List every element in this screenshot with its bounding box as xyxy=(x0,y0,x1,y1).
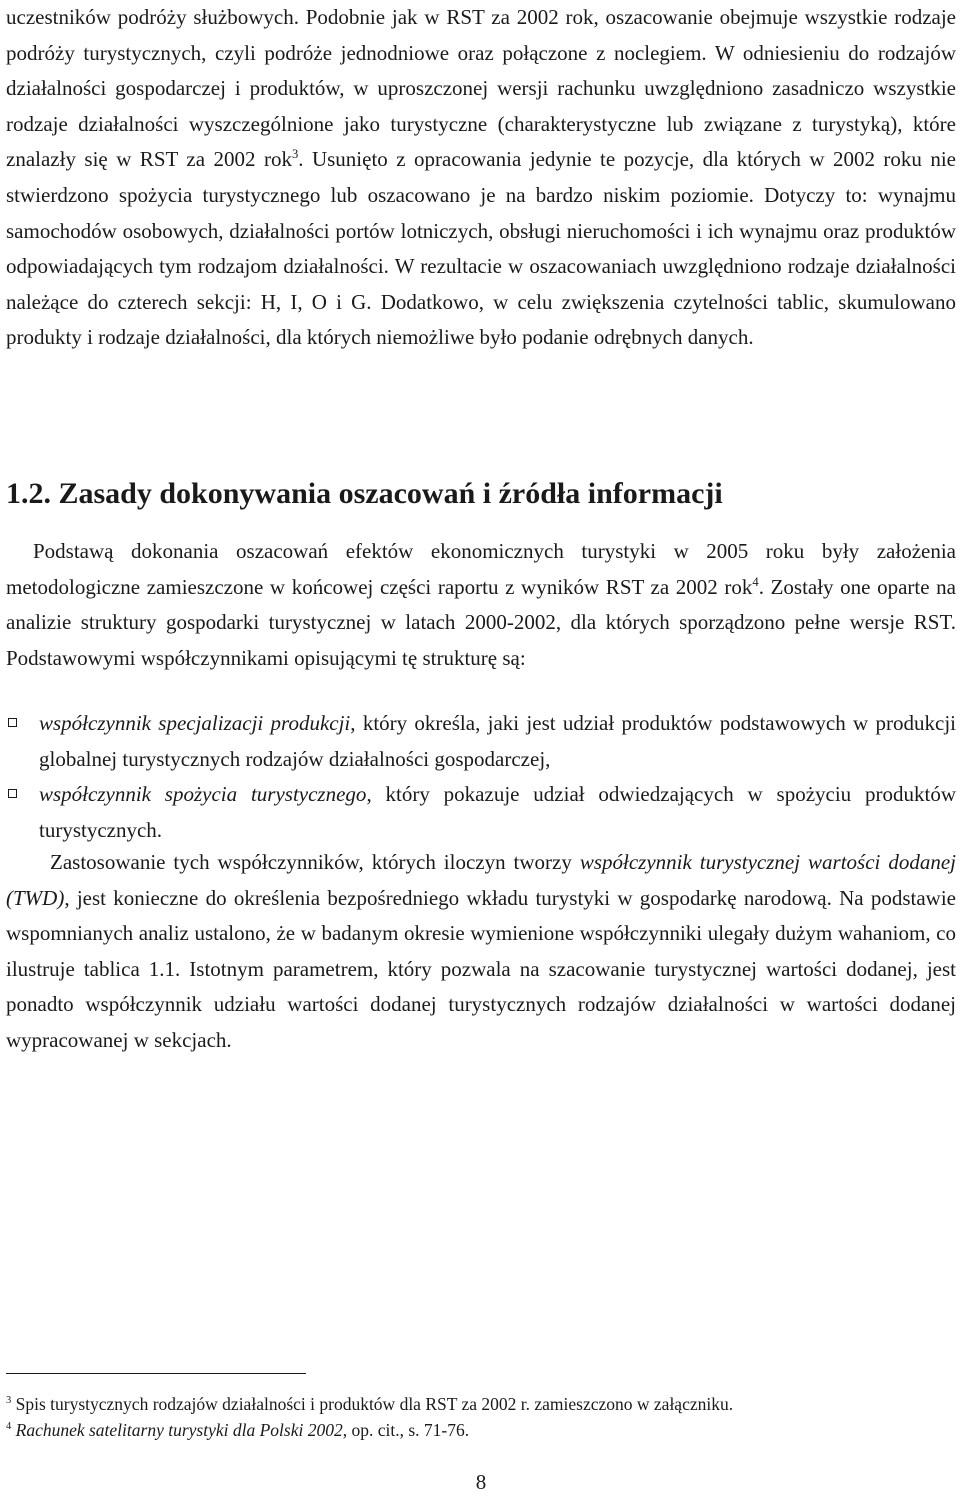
list-item xyxy=(6,706,956,777)
page-number: 8 xyxy=(475,1470,487,1494)
checkbox-bullet-icon xyxy=(8,718,17,727)
paragraph-3-text: Zastosowanie tych współczynników, których iloczyn tworzy xyxy=(50,850,580,874)
footnote-3 xyxy=(6,1391,956,1417)
footnotes xyxy=(6,1391,956,1443)
list-item-term: współczynnik specjalizacji produkcji xyxy=(39,711,351,735)
body-paragraph-1 xyxy=(6,0,956,356)
footnote-number: 4 xyxy=(6,1421,12,1433)
footnote-4 xyxy=(6,1417,956,1443)
list-item-text: , który określa, jaki jest udział produktów podstawowych w produkcji globalnej turystycznych rodzajów działalności gospodarczej, xyxy=(39,711,956,771)
paragraph-1-text-cont: . Usunięto z opracowania jedynie te pozycje, dla których w 2002 roku nie stwierdzono spożycia turystycznego lub oszacowano je na bardzo niskim poziomie. Dotyczy to: wynajmu samochodów osobowych, działalności portów lotniczych, obsługi nieruchomości i ich wynajmu oraz produktów odpowiadających tym rodzajom działalności. W rezultacie w oszacowaniach uwzględniono rodzaje działalności należące do czterech sekcji: H, I, O i G. Dodatkowo, w celu zwiększenia czytelności tablic, skumulowano produkty i rodzaje działalności, dla których niemożliwe było podanie odrębnych danych. xyxy=(6,147,957,350)
list-item-text: , który pokazuje udział odwiedzających w spożyciu produktów turystycznych. xyxy=(39,782,956,842)
footnote-text: , op. cit., s. 71-76. xyxy=(342,1420,470,1440)
paragraph-2-text: Podstawą dokonania oszacowań efektów ekonomicznych turystyki w 2005 roku były założenia metodologiczne zamieszczone w końcowej części raportu z wyników RST za 2002 rok xyxy=(6,539,956,599)
footnote-number: 3 xyxy=(6,1395,12,1407)
footnote-ref-3[interactable]: 3 xyxy=(291,147,299,162)
paragraph-2-text-cont: . Zostały one oparte na analizie struktury gospodarki turystycznej w latach 2000-2002, dla których sporządzono pełne wersje RST. Podstawowymi współczynnikami opisującymi tę strukturę są: xyxy=(6,574,956,670)
footnote-ref-4[interactable]: 4 xyxy=(752,574,759,589)
footnote-separator xyxy=(6,1373,306,1374)
paragraph-3-term: współczynnik turystycznej wartości dodanej (TWD) xyxy=(6,850,956,910)
section-heading: 1.2. Zasady dokonywania oszacowań i źródła informacji xyxy=(6,477,723,510)
paragraph-3-text-cont: , jest konieczne do określenia bezpośredniego wkładu turystyki w gospodarkę narodową. Na podstawie wspomnianych analiz ustalono, że w badanym okresie wymienione współczynniki ulegały dużym wahaniom, co ilustruje tablica 1.1. Istotnym parametrem, który pozwala na szacowanie turystycznej wartości dodanej, jest ponadto współczynnik udziału wartości dodanej turystycznych rodzajów działalności w wartości dodanej wypracowanej w sekcjach. xyxy=(6,885,956,1052)
list-item-term: współczynnik spożycia turystycznego xyxy=(39,782,367,807)
footnote-text: Spis turystycznych rodzajów działalności i produktów dla RST za 2002 r. zamieszczono w załączniku. xyxy=(15,1394,734,1414)
list-item xyxy=(6,777,956,848)
body-paragraph-3 xyxy=(6,845,956,1059)
footnote-title: Rachunek satelitarny turystyki dla Polski 2002 xyxy=(15,1420,343,1440)
body-paragraph-2 xyxy=(6,534,956,676)
paragraph-1-text: uczestników podróży służbowych. Podobnie jak w RST za 2002 rok, oszacowanie obejmuje wszystkie rodzaje podróży turystycznych, czyli podróże jednodniowe oraz połączone z noclegiem. W odniesieniu do rodzajów działalności gospodarczej i produktów, w uproszczonej wersji rachunku uwzględniono zasadniczo wszystkie rodzaje działalności wyszczególnione jako turystyczne (charakterystyczne lub związane z turystyką), które znalazły się w RST za 2002 rok xyxy=(6,5,956,172)
coefficient-list xyxy=(6,706,956,848)
checkbox-bullet-icon xyxy=(8,789,17,798)
